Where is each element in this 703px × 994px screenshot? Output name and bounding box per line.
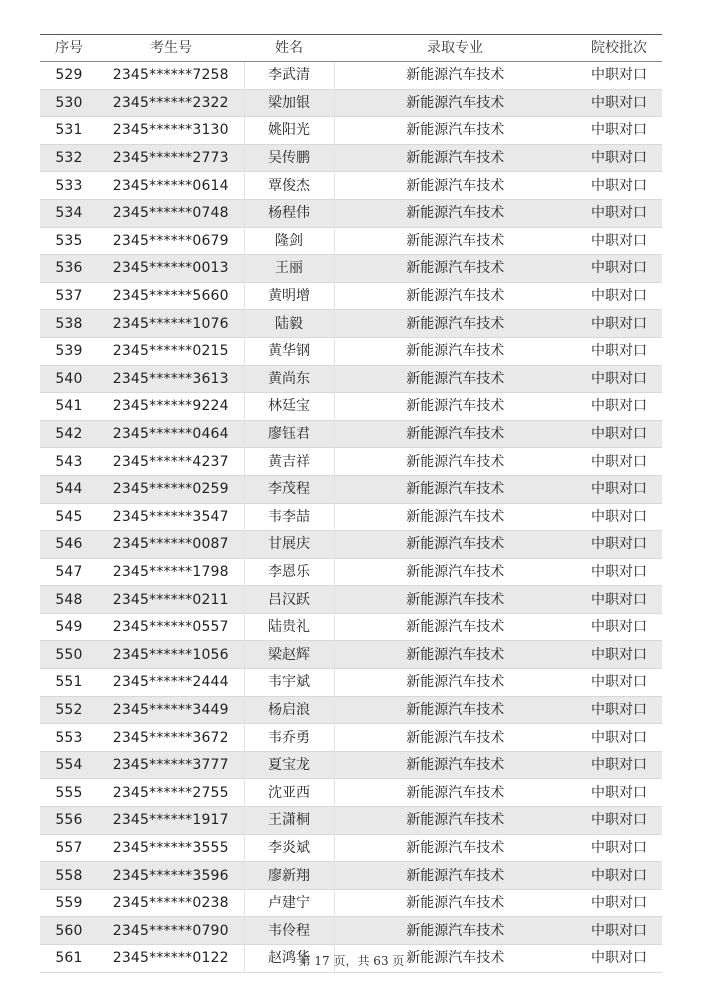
cell-batch: 中职对口: [576, 144, 662, 172]
table-row: [40, 834, 662, 862]
table-row: [40, 917, 662, 945]
cell-major: 新能源汽车技术: [334, 586, 576, 614]
cell-exam-id: 2345******2444: [112, 674, 229, 691]
table-row: [40, 669, 662, 697]
cell-name: 韦伶程: [244, 917, 334, 945]
cell-seq: 558: [40, 862, 98, 890]
cell-seq: 554: [40, 751, 98, 779]
table-row: [40, 586, 662, 614]
cell-batch: 中职对口: [591, 453, 647, 470]
cell-major: 新能源汽车技术: [334, 917, 576, 945]
table-row: [40, 255, 662, 283]
table-row: [40, 613, 662, 641]
cell-exam-id: 2345******3547: [112, 508, 229, 525]
cell-exam-id: 2345******5660: [112, 288, 229, 305]
cell-name: 杨启浪: [244, 696, 334, 724]
cell-seq: 557: [55, 839, 83, 856]
cell-exam-id: 2345******4237: [112, 453, 229, 470]
cell-name: 隆剑: [244, 227, 334, 255]
cell-exam-id: 2345******0464: [98, 420, 244, 448]
header-batch: 院校批次: [576, 35, 662, 62]
cell-name: 廖钰君: [244, 420, 334, 448]
cell-name: 吕汉跃: [244, 586, 334, 614]
cell-exam-id: 2345******0748: [98, 199, 244, 227]
cell-seq: 546: [40, 531, 98, 559]
cell-major: 新能源汽车技术: [406, 674, 505, 691]
cell-exam-id: 2345******3596: [98, 862, 244, 890]
cell-seq: 540: [40, 365, 98, 393]
cell-name: 李武清: [244, 62, 334, 90]
cell-seq: 531: [55, 122, 83, 139]
cell-seq: 535: [55, 232, 83, 249]
cell-seq: 552: [40, 696, 98, 724]
cell-major: 新能源汽车技术: [406, 619, 505, 636]
cell-major: 新能源汽车技术: [406, 398, 505, 415]
cell-major: 新能源汽车技术: [406, 67, 505, 84]
cell-exam-id: 2345******3672: [112, 729, 229, 746]
cell-batch: 中职对口: [576, 199, 662, 227]
table-row: [40, 393, 662, 421]
cell-name: 吴传鹏: [244, 144, 334, 172]
cell-major: 新能源汽车技术: [406, 122, 505, 139]
cell-seq: 541: [55, 398, 83, 415]
table-row: [40, 862, 662, 890]
cell-name: 韦李喆: [244, 503, 334, 531]
cell-seq: 545: [55, 508, 83, 525]
cell-major: 新能源汽车技术: [406, 343, 505, 360]
cell-exam-id: 2345******9224: [112, 398, 229, 415]
header-row: [40, 35, 662, 62]
cell-name: 黄吉祥: [244, 448, 334, 476]
cell-major: 新能源汽车技术: [406, 563, 505, 580]
admission-table: [40, 34, 662, 973]
cell-exam-id: 2345******2773: [98, 144, 244, 172]
cell-exam-id: 2345******2755: [112, 784, 229, 801]
cell-exam-id: 2345******1056: [98, 641, 244, 669]
cell-major: 新能源汽车技术: [334, 255, 576, 283]
table-row: [40, 751, 662, 779]
cell-seq: 548: [40, 586, 98, 614]
cell-name: 梁赵辉: [244, 641, 334, 669]
table-row: [40, 282, 662, 310]
cell-batch: 中职对口: [591, 508, 647, 525]
header-seq: 序号: [40, 35, 98, 62]
cell-seq: 560: [40, 917, 98, 945]
table-body: [40, 62, 662, 973]
table-row: [40, 807, 662, 835]
header-name: 姓名: [244, 35, 334, 62]
cell-batch: 中职对口: [591, 950, 647, 967]
cell-batch: 中职对口: [576, 862, 662, 890]
cell-batch: 中职对口: [591, 674, 647, 691]
table-row: [40, 558, 662, 586]
cell-batch: 中职对口: [591, 177, 647, 194]
cell-seq: 537: [55, 288, 83, 305]
cell-name: 王潇桐: [244, 807, 334, 835]
table-row: [40, 337, 662, 365]
cell-exam-id: 2345******3613: [98, 365, 244, 393]
cell-name: 林廷宝: [244, 393, 334, 421]
cell-name: 陆贵礼: [244, 613, 334, 641]
cell-batch: 中职对口: [576, 807, 662, 835]
cell-exam-id: 2345******0215: [112, 343, 229, 360]
cell-seq: 536: [40, 255, 98, 283]
table-row: [40, 641, 662, 669]
cell-seq: 539: [55, 343, 83, 360]
cell-name: 黄明增: [244, 282, 334, 310]
page-footer: 第 17 页，共 63 页: [298, 954, 405, 968]
cell-batch: 中职对口: [591, 67, 647, 84]
cell-exam-id: 2345******3777: [98, 751, 244, 779]
cell-major: 新能源汽车技术: [334, 310, 576, 338]
table-row: [40, 117, 662, 145]
cell-exam-id: 2345******1917: [98, 807, 244, 835]
cell-exam-id: 2345******3130: [112, 122, 229, 139]
cell-seq: 543: [55, 453, 83, 470]
cell-batch: 中职对口: [576, 917, 662, 945]
table-header: [40, 35, 662, 62]
cell-seq: 529: [55, 67, 83, 84]
cell-major: 新能源汽车技术: [406, 453, 505, 470]
cell-major: 新能源汽车技术: [334, 475, 576, 503]
table-row: [40, 475, 662, 503]
cell-exam-id: 2345******0790: [98, 917, 244, 945]
cell-batch: 中职对口: [591, 619, 647, 636]
cell-batch: 中职对口: [591, 122, 647, 139]
cell-batch: 中职对口: [591, 729, 647, 746]
cell-name: 黄华钢: [244, 337, 334, 365]
cell-seq: 542: [40, 420, 98, 448]
cell-batch: 中职对口: [576, 365, 662, 393]
cell-batch: 中职对口: [591, 895, 647, 912]
cell-name: 沈亚西: [244, 779, 334, 807]
cell-exam-id: 2345******0087: [98, 531, 244, 559]
cell-seq: 550: [40, 641, 98, 669]
cell-exam-id: 2345******0614: [112, 177, 229, 194]
table-row: [40, 531, 662, 559]
cell-major: 新能源汽车技术: [334, 365, 576, 393]
table-row: [40, 310, 662, 338]
cell-batch: 中职对口: [576, 531, 662, 559]
cell-seq: 533: [55, 177, 83, 194]
cell-batch: 中职对口: [591, 398, 647, 415]
cell-major: 新能源汽车技术: [406, 839, 505, 856]
table-row: [40, 696, 662, 724]
cell-name: 韦宇斌: [244, 669, 334, 697]
table-row: [40, 889, 662, 917]
cell-major: 新能源汽车技术: [334, 862, 576, 890]
cell-batch: 中职对口: [591, 343, 647, 360]
cell-name: 甘展庆: [244, 531, 334, 559]
cell-exam-id: 2345******7258: [112, 67, 229, 84]
cell-exam-id: 2345******0211: [98, 586, 244, 614]
cell-name: 李恩乐: [244, 558, 334, 586]
cell-major: 新能源汽车技术: [334, 531, 576, 559]
cell-exam-id: 2345******3555: [112, 839, 229, 856]
cell-batch: 中职对口: [576, 255, 662, 283]
cell-major: 新能源汽车技术: [334, 89, 576, 117]
cell-seq: 538: [40, 310, 98, 338]
cell-batch: 中职对口: [576, 696, 662, 724]
cell-name: 黄尚东: [244, 365, 334, 393]
cell-major: 新能源汽车技术: [406, 232, 505, 249]
cell-seq: 555: [55, 784, 83, 801]
cell-seq: 551: [55, 674, 83, 691]
cell-major: 新能源汽车技术: [406, 895, 505, 912]
cell-name: 廖新翔: [244, 862, 334, 890]
table-row: [40, 779, 662, 807]
cell-seq: 530: [40, 89, 98, 117]
cell-major: 新能源汽车技术: [406, 508, 505, 525]
header-major: 录取专业: [334, 35, 576, 62]
cell-batch: 中职对口: [576, 641, 662, 669]
cell-major: 新能源汽车技术: [334, 199, 576, 227]
table-row: [40, 144, 662, 172]
cell-exam-id: 2345******0679: [112, 232, 229, 249]
cell-name: 赵鸿华: [244, 945, 334, 973]
cell-seq: 544: [40, 475, 98, 503]
cell-seq: 547: [55, 563, 83, 580]
table-row: [40, 420, 662, 448]
cell-exam-id: 2345******3449: [98, 696, 244, 724]
cell-batch: 中职对口: [591, 839, 647, 856]
cell-exam-id: 2345******0557: [112, 619, 229, 636]
cell-name: 梁加银: [244, 89, 334, 117]
cell-name: 姚阳光: [244, 117, 334, 145]
cell-major: 新能源汽车技术: [406, 177, 505, 194]
cell-batch: 中职对口: [576, 475, 662, 503]
table-row: [40, 89, 662, 117]
cell-major: 新能源汽车技术: [334, 641, 576, 669]
table-row: [40, 448, 662, 476]
cell-batch: 中职对口: [576, 586, 662, 614]
cell-seq: 559: [55, 895, 83, 912]
cell-batch: 中职对口: [576, 310, 662, 338]
table-row: [40, 199, 662, 227]
cell-seq: 534: [40, 199, 98, 227]
cell-major: 新能源汽车技术: [334, 144, 576, 172]
cell-batch: 中职对口: [591, 288, 647, 305]
cell-seq: 553: [55, 729, 83, 746]
cell-major: 新能源汽车技术: [334, 807, 576, 835]
cell-batch: 中职对口: [576, 751, 662, 779]
cell-seq: 549: [55, 619, 83, 636]
cell-batch: 中职对口: [591, 784, 647, 801]
cell-major: 新能源汽车技术: [406, 784, 505, 801]
cell-exam-id: 2345******2322: [98, 89, 244, 117]
cell-name: 李茂程: [244, 475, 334, 503]
cell-name: 夏宝龙: [244, 751, 334, 779]
cell-name: 韦乔勇: [244, 724, 334, 752]
cell-seq: 561: [55, 950, 83, 967]
cell-exam-id: 2345******1798: [112, 563, 229, 580]
cell-batch: 中职对口: [591, 563, 647, 580]
cell-exam-id: 2345******0238: [112, 895, 229, 912]
cell-exam-id: 2345******0013: [98, 255, 244, 283]
cell-exam-id: 2345******1076: [98, 310, 244, 338]
cell-batch: 中职对口: [576, 89, 662, 117]
cell-seq: 556: [40, 807, 98, 835]
cell-exam-id: 2345******0259: [98, 475, 244, 503]
cell-batch: 中职对口: [576, 420, 662, 448]
cell-seq: 532: [40, 144, 98, 172]
cell-name: 李炎斌: [244, 834, 334, 862]
cell-name: 覃俊杰: [244, 172, 334, 200]
cell-major: 新能源汽车技术: [334, 751, 576, 779]
table-row: [40, 365, 662, 393]
cell-major: 新能源汽车技术: [334, 696, 576, 724]
cell-major: 新能源汽车技术: [334, 420, 576, 448]
table-row: [40, 503, 662, 531]
header-exam-id: 考生号: [98, 35, 244, 62]
cell-major: 新能源汽车技术: [406, 288, 505, 305]
cell-batch: 中职对口: [591, 232, 647, 249]
cell-name: 卢建宁: [244, 889, 334, 917]
cell-name: 杨程伟: [244, 199, 334, 227]
table-row: [40, 724, 662, 752]
cell-exam-id: 2345******0122: [112, 950, 229, 967]
cell-name: 王丽: [244, 255, 334, 283]
cell-name: 陆毅: [244, 310, 334, 338]
table-row: [40, 227, 662, 255]
cell-major: 新能源汽车技术: [406, 950, 505, 967]
cell-major: 新能源汽车技术: [406, 729, 505, 746]
table-row: [40, 62, 662, 90]
table-row: [40, 172, 662, 200]
